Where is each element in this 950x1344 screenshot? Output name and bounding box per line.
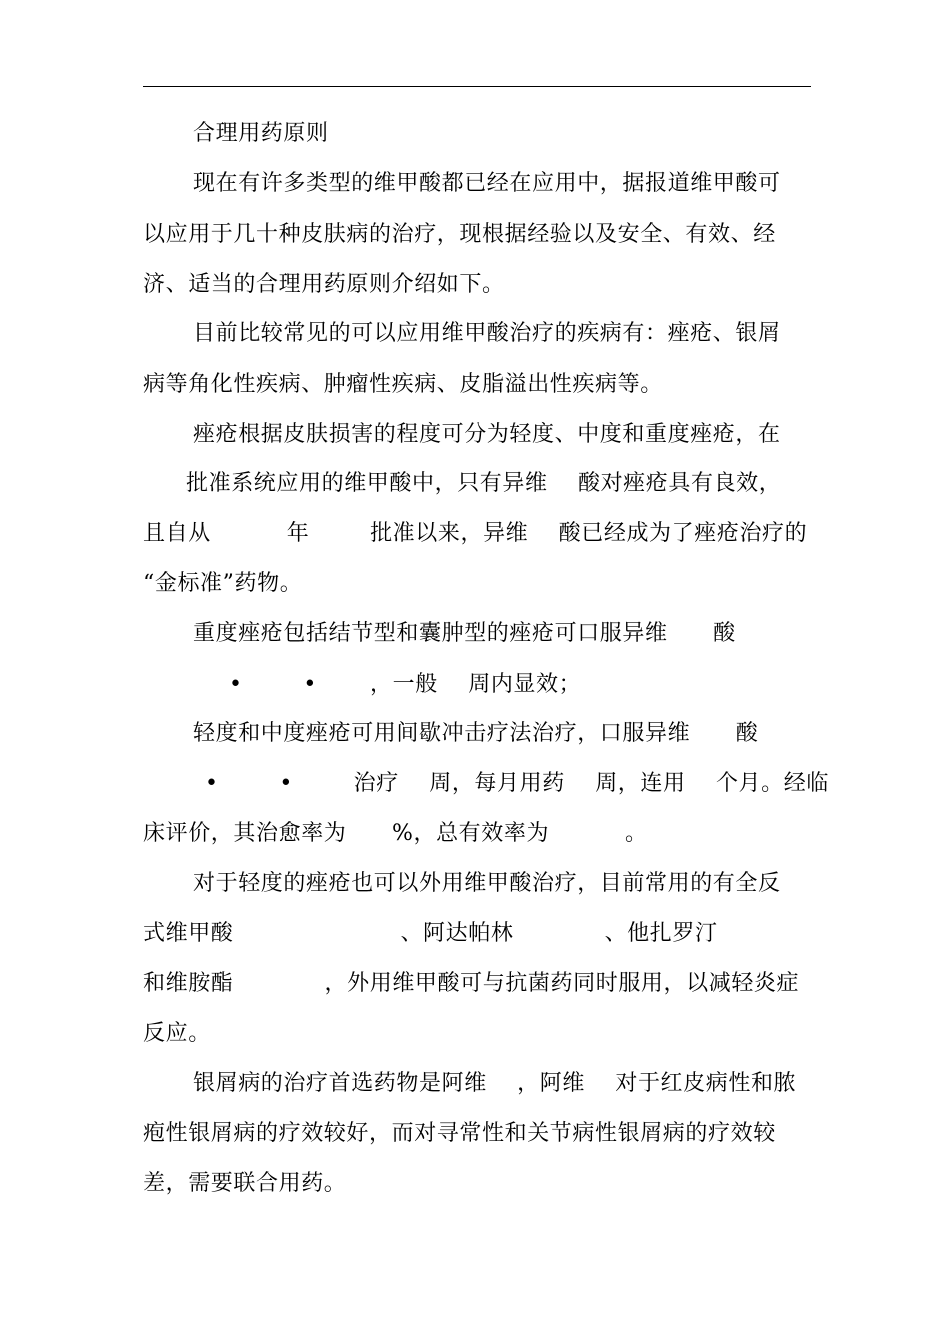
paragraph-line: 差，需要联合用药。 — [143, 1171, 347, 1196]
paragraph-line: 银屑病的治疗首选药物是阿维 ，阿维 对于红皮病性和脓 — [193, 1071, 797, 1096]
paragraph-line: 目前比较常见的可以应用维甲酸治疗的疾病有：痤疮、银屑 — [193, 321, 781, 346]
paragraph-line: 批准系统应用的维甲酸中，只有异维 酸对痤疮具有良效， — [186, 471, 782, 496]
paragraph-line: 床评价，其治愈率为 %，总有效率为 。 — [143, 821, 648, 846]
paragraph-line: 疱性银屑病的疗效较好，而对寻常性和关节病性银屑病的疗效较 — [143, 1121, 776, 1146]
paragraph-line: 反应。 — [143, 1021, 211, 1046]
paragraph-line: 对于轻度的痤疮也可以外用维甲酸治疗，目前常用的有全反 — [193, 871, 781, 896]
paragraph-line: 以应用于几十种皮肤病的治疗，现根据经验以及安全、有效、经 — [143, 222, 776, 247]
paragraph-line: 重度痤疮包括结节型和囊肿型的痤疮可口服异维 酸 — [193, 621, 736, 646]
paragraph-line: 轻度和中度痤疮可用间歇冲击疗法治疗，口服异维 酸 — [193, 721, 759, 746]
paragraph-line: • • ，一般 周内显效； — [229, 672, 582, 697]
paragraph-line: 济、适当的合理用药原则介绍如下。 — [143, 272, 505, 297]
paragraph-line: • • 治疗 周，每月用药 周，连用 个月。经临 — [205, 771, 829, 796]
paragraph-line: 病等角化性疾病、肿瘤性疾病、皮脂溢出性疾病等。 — [143, 372, 663, 397]
paragraph-line: 和维胺酯 ，外用维甲酸可与抗菌药同时服用，以减轻炎症 — [143, 971, 800, 996]
header-rule — [143, 86, 811, 87]
paragraph-line: 式维甲酸 、阿达帕林 、他扎罗汀 — [143, 921, 718, 946]
paragraph-line: 痤疮根据皮肤损害的程度可分为轻度、中度和重度痤疮，在 — [193, 422, 781, 447]
section-title: 合理用药原则 — [193, 121, 329, 146]
paragraph-line: “金标准”药物。 — [143, 571, 303, 596]
paragraph-line: 且自从 年 批准以来，异维 酸已经成为了痤疮治疗的 — [143, 521, 808, 546]
paragraph-line: 现在有许多类型的维甲酸都已经在应用中，据报道维甲酸可 — [193, 171, 781, 196]
